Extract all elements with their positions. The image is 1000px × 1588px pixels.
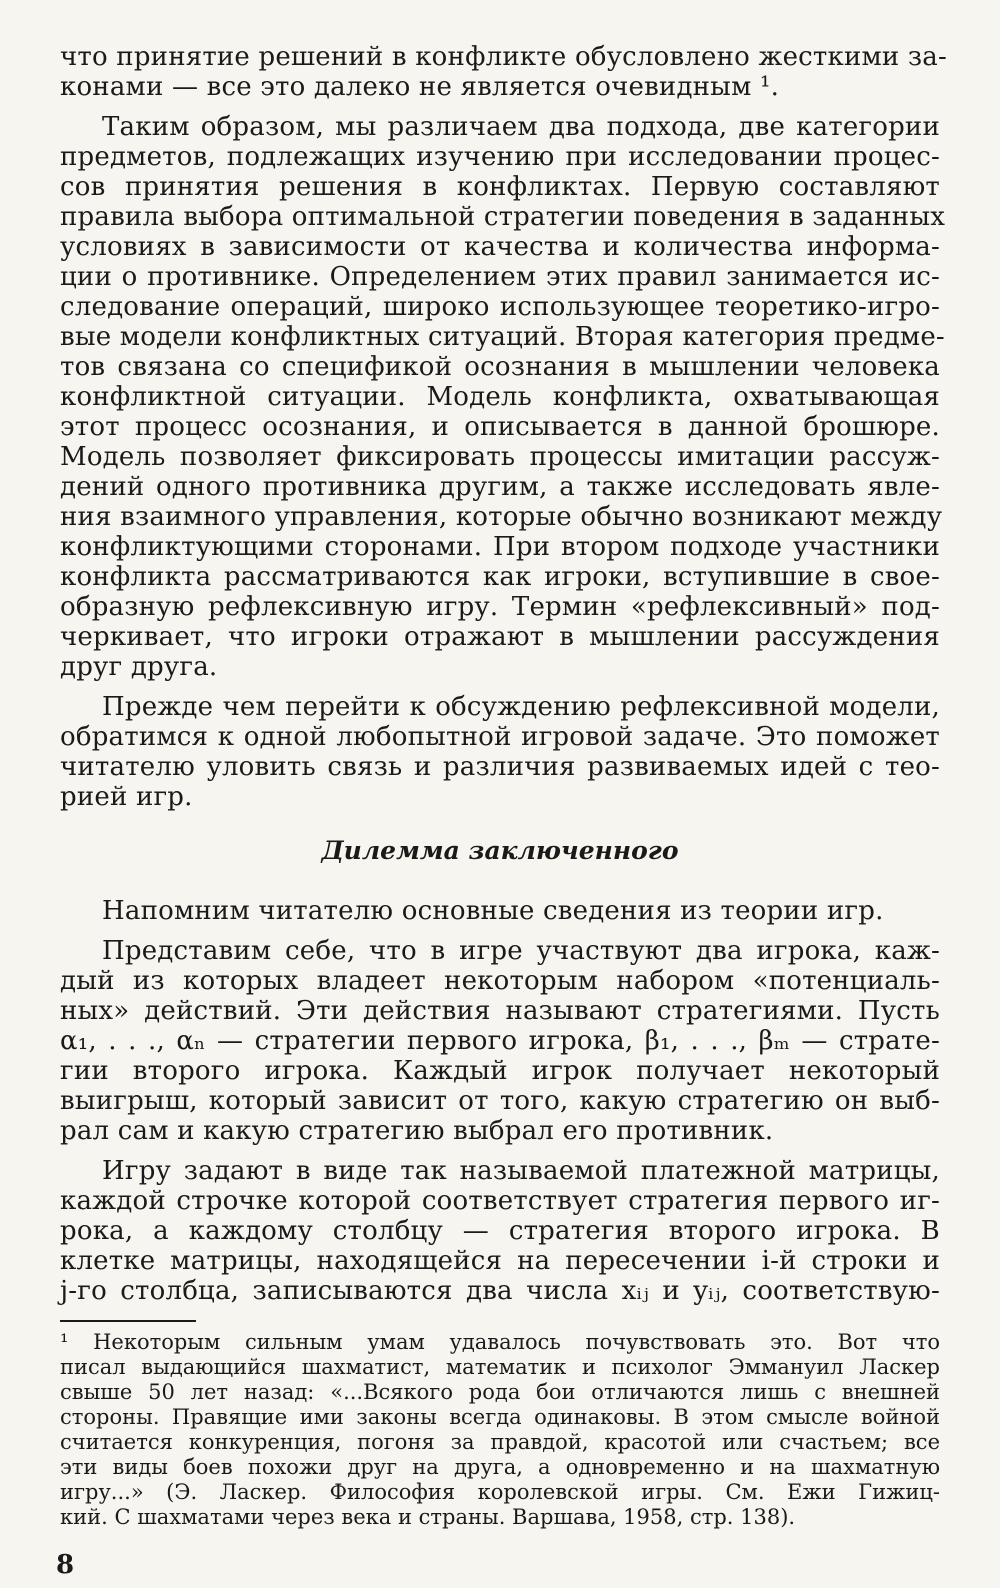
text-line: Игру задают в виде так называемой платежной матрицы, xyxy=(102,1156,940,1186)
page-number: 8 xyxy=(56,1550,75,1580)
text-line: читателю уловить связь и различия развиваемых идей с тео- xyxy=(60,752,940,782)
paragraph-5 xyxy=(60,936,940,1146)
text-line: конфликта рассматриваются как игроки, вступившие в свое- xyxy=(60,562,940,592)
section-heading: Дилемма заключенного xyxy=(321,836,679,865)
footnote xyxy=(60,1330,940,1530)
page-body xyxy=(60,42,947,1530)
text-line: что принятие решений в конфликте обусловлено жесткими за- xyxy=(60,42,947,72)
text-line: правила выбора оптимальной стратегии поведения в заданных xyxy=(60,202,946,232)
footnote-line: игру...» (Э. Ласкер. Философия королевской игры. См. Ежи Гижиц- xyxy=(60,1480,940,1504)
text-line: тов связана со спецификой осознания в мышлении человека xyxy=(60,352,940,382)
footnote-line: ¹ Некоторым сильным умам удавалось почувствовать это. Вот что xyxy=(60,1330,940,1354)
text-line: Таким образом, мы различаем два подхода, две категории xyxy=(102,112,940,142)
text-line: конфликтующими сторонами. При втором подходе участники xyxy=(60,532,940,562)
text-line: Представим себе, что в игре участвуют два игрока, каж- xyxy=(102,936,940,966)
paragraph-1 xyxy=(60,42,947,102)
text-line: выигрыш, который зависит от того, какую стратегию он выб- xyxy=(60,1086,940,1116)
paragraph-3 xyxy=(60,692,940,812)
footnote-divider xyxy=(60,1320,196,1322)
text-line: ных» действий. Эти действия называют стратегиями. Пусть xyxy=(60,996,940,1026)
text-line: j-го столбца, записываются два числа xᵢⱼ и yᵢⱼ, соответствую- xyxy=(60,1276,940,1306)
text-line: α₁, . . ., αₙ — стратегии первого игрока, β₁, . . ., βₘ — страте- xyxy=(60,1026,940,1056)
text-line: обратимся к одной любопытной игровой задаче. Это поможет xyxy=(60,722,940,752)
paragraph-4 xyxy=(60,896,940,926)
footnote-line: считается конкуренция, погоня за правдой, красотой или счастьем; все xyxy=(60,1430,940,1454)
text-line: черкивает, что игроки отражают в мышлении рассуждения xyxy=(60,622,940,652)
text-line: рока, а каждому столбцу — стратегия второго игрока. В xyxy=(60,1216,940,1246)
footnote-line: эти виды боев похожи друг на друга, а одновременно и на шахматную xyxy=(60,1455,940,1479)
text-line: условиях в зависимости от качества и количества информа- xyxy=(60,232,940,262)
text-line: конфликтной ситуации. Модель конфликта, охватывающая xyxy=(60,382,940,412)
text-line: друг друга. xyxy=(60,652,218,682)
paragraph-2 xyxy=(60,112,946,682)
footnote-line: свыше 50 лет назад: «...Всякого рода бои отличаются лишь с внешней xyxy=(60,1380,940,1404)
text-line: образную рефлексивную игру. Термин «рефлексивный» под- xyxy=(60,592,940,622)
text-line: рией игр. xyxy=(60,782,193,812)
footnote-line: стороны. Правящие ими законы всегда одинаковы. В этом смысле войной xyxy=(60,1405,940,1429)
footnote-line: писал выдающийся шахматист, математик и психолог Эммануил Ласкер xyxy=(60,1355,940,1379)
text-line: дений одного противника другим, а также исследовать явле- xyxy=(60,472,940,502)
text-line: Напомним читателю основные сведения из теории игр. xyxy=(102,896,884,926)
text-line: ния взаимного управления, которые обычно возникают между xyxy=(60,502,943,532)
text-line: каждой строчке которой соответствует стратегия первого иг- xyxy=(60,1186,940,1216)
text-line: клетке матрицы, находящейся на пересечении i-й строки и xyxy=(60,1246,940,1276)
paragraph-6 xyxy=(60,1156,940,1306)
text-line: этот процесс осознания, и описывается в данной брошюре. xyxy=(60,412,940,442)
text-line: вые модели конфликтных ситуаций. Вторая категория предме- xyxy=(60,322,945,352)
text-line: предметов, подлежащих изучению при исследовании процес- xyxy=(60,142,940,172)
text-line: конами — все это далеко не является очевидным ¹. xyxy=(60,72,780,102)
text-line: рал сам и какую стратегию выбрал его противник. xyxy=(60,1116,774,1146)
footnote-line: кий. С шахматами через века и страны. Варшава, 1958, стр. 138). xyxy=(60,1505,796,1529)
text-line: гии второго игрока. Каждый игрок получает некоторый xyxy=(60,1056,940,1086)
text-line: следование операций, широко использующее теоретико-игро- xyxy=(60,292,940,322)
text-line: Прежде чем перейти к обсуждению рефлексивной модели, xyxy=(102,692,940,722)
text-line: Модель позволяет фиксировать процессы имитации рассуж- xyxy=(60,442,940,472)
text-line: сов принятия решения в конфликтах. Первую составляют xyxy=(60,172,940,202)
text-line: ции о противнике. Определением этих правил занимается ис- xyxy=(60,262,940,292)
text-line: дый из которых владеет некоторым набором «потенциаль- xyxy=(60,966,940,996)
